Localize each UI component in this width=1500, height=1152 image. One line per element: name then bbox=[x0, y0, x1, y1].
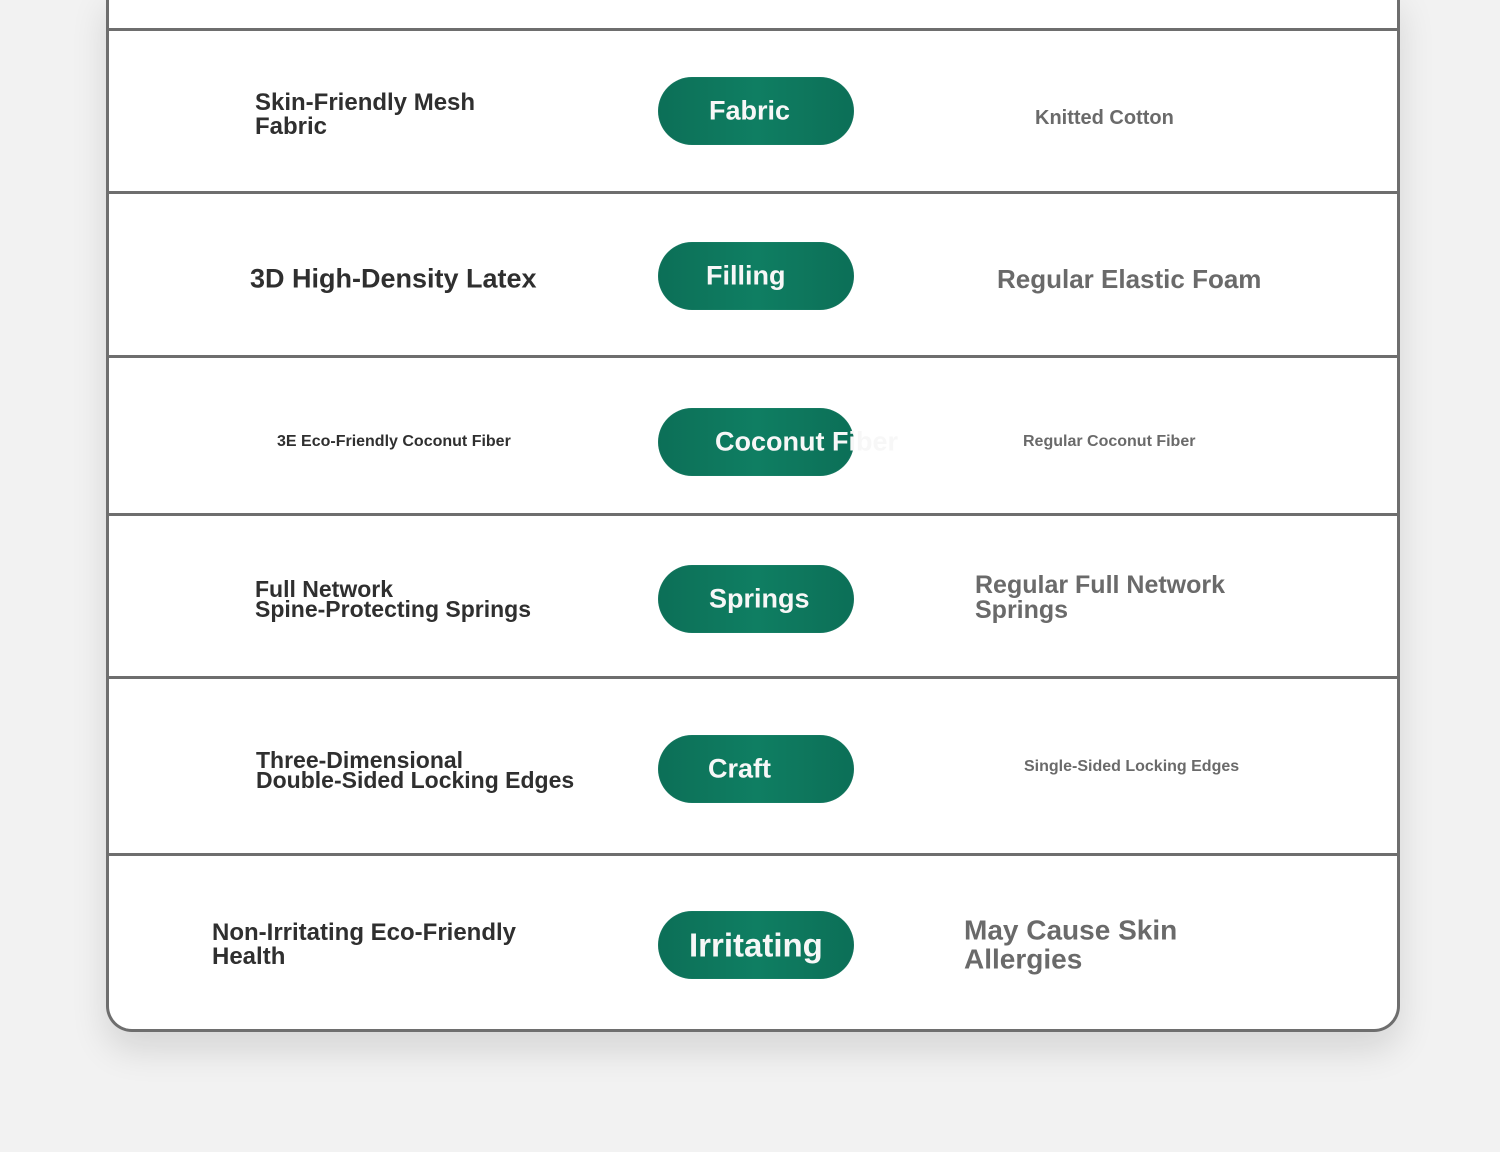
springs-regular-text: Regular Full Network Springs bbox=[975, 571, 1226, 624]
row-coconut-fiber bbox=[109, 358, 1397, 513]
row-irritating bbox=[109, 856, 1397, 1026]
row-filling bbox=[109, 194, 1397, 355]
filling-premium-text: 3D High-Density Latex bbox=[250, 263, 537, 294]
irritating-regular-text: May Cause Skin Allergies bbox=[964, 914, 1178, 975]
row-springs bbox=[109, 516, 1397, 676]
row-fabric bbox=[109, 31, 1397, 191]
coconut-label-text: Coconut Fiber bbox=[715, 426, 898, 457]
fabric-label-text: Fabric bbox=[709, 95, 791, 126]
comparison-card bbox=[106, 0, 1400, 1032]
fabric-label-pill bbox=[658, 77, 854, 145]
row-craft bbox=[109, 679, 1397, 853]
springs-premium-text: Full Network Spine-Protecting Springs bbox=[255, 575, 532, 622]
coconut-label-pill bbox=[658, 408, 898, 476]
irritating-premium-text: Non-Irritating Eco-Friendly Health bbox=[212, 919, 517, 970]
fabric-regular-text: Knitted Cotton bbox=[1035, 107, 1174, 129]
springs-label-text: Springs bbox=[709, 583, 810, 614]
craft-label-pill bbox=[658, 735, 854, 803]
filling-label-text: Filling bbox=[706, 260, 786, 291]
craft-regular-text: Single-Sided Locking Edges bbox=[1024, 758, 1240, 775]
coconut-premium-text: 3E Eco-Friendly Coconut Fiber bbox=[277, 433, 511, 450]
craft-premium-text: Three-Dimensional Double-Sided Locking Edges bbox=[256, 746, 575, 793]
coconut-regular-text: Regular Coconut Fiber bbox=[1023, 433, 1196, 450]
filling-label-pill bbox=[658, 242, 854, 310]
filling-regular-text: Regular Elastic Foam bbox=[997, 264, 1262, 294]
irritating-label-text: Irritating bbox=[689, 926, 823, 964]
craft-label-text: Craft bbox=[708, 753, 772, 784]
irritating-label-pill bbox=[658, 911, 854, 979]
fabric-premium-text: Skin-Friendly Mesh Fabric bbox=[255, 89, 476, 140]
springs-label-pill bbox=[658, 565, 854, 633]
